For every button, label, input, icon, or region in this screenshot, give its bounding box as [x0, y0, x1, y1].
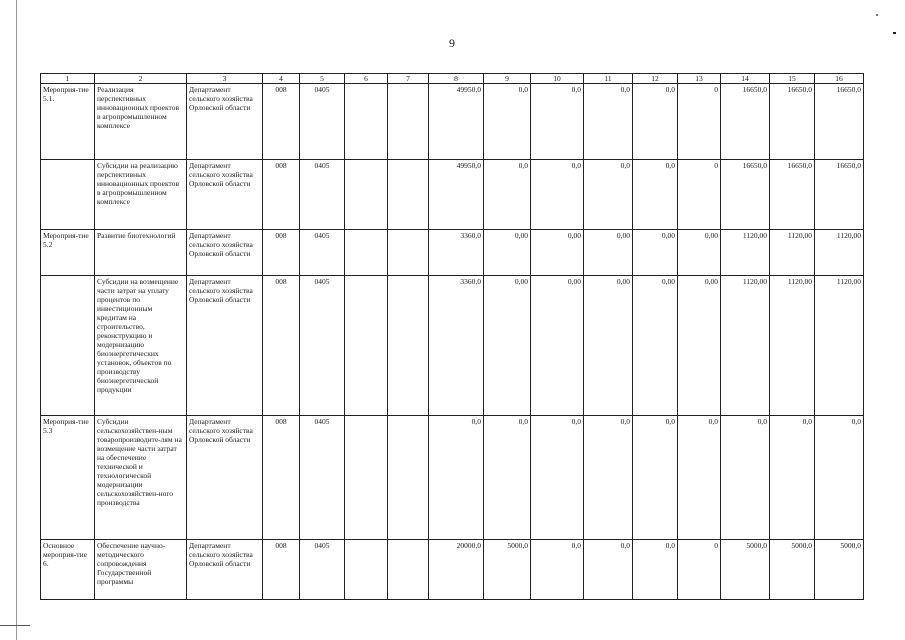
- table-cell-col-3: Департамент сельского хозяйства Орловской области: [187, 540, 263, 600]
- table-cell-col-6: [345, 230, 388, 276]
- table-cell-col-5: 0405: [300, 416, 345, 540]
- table-cell-col-13: 0: [678, 160, 721, 230]
- table-row: [41, 540, 864, 600]
- table-cell-col-4: 008: [263, 540, 300, 600]
- table-cell-col-14: 5000,0: [721, 540, 770, 600]
- table-cell-col-16: 1120,00: [815, 276, 864, 416]
- table-cell-col-7: [388, 230, 429, 276]
- table-cell-col-1: [41, 160, 95, 230]
- table-cell-col-1: Основное мероприя-тие 6.: [41, 540, 95, 600]
- table-cell-col-14: 16650,0: [721, 160, 770, 230]
- table-cell-col-15: 0,0: [770, 416, 815, 540]
- table-cell-col-11: 0,00: [584, 230, 633, 276]
- column-number-row: [41, 74, 864, 84]
- table-cell-col-14: 16650,0: [721, 84, 770, 160]
- table-cell-col-16: 16650,0: [815, 84, 864, 160]
- table-cell-col-7: [388, 540, 429, 600]
- table-cell-col-6: [345, 540, 388, 600]
- table-cell-col-8: 3360,0: [429, 230, 484, 276]
- table-cell-col-15: 1120,00: [770, 276, 815, 416]
- left-margin-mark: [0, 625, 30, 626]
- column-header: 3: [187, 74, 263, 84]
- table-cell-col-2: Развитие биотехнологий: [95, 230, 187, 276]
- table-cell-col-8: 3360,0: [429, 276, 484, 416]
- table-cell-col-14: 0,0: [721, 416, 770, 540]
- table-cell-col-14: 1120,00: [721, 276, 770, 416]
- table-cell-col-6: [345, 416, 388, 540]
- column-header: 7: [388, 74, 429, 84]
- table-cell-col-13: 0: [678, 540, 721, 600]
- table-cell-col-1: Мероприя-тие 5.3: [41, 416, 95, 540]
- table-cell-col-3: Департамент сельского хозяйства Орловской области: [187, 276, 263, 416]
- table-row: [41, 416, 864, 540]
- table-cell-col-11: 0,0: [584, 540, 633, 600]
- table-cell-col-1: [41, 276, 95, 416]
- table-cell-col-4: 008: [263, 84, 300, 160]
- table-cell-col-12: 0,0: [633, 416, 678, 540]
- table-cell-col-15: 1120,00: [770, 230, 815, 276]
- table-cell-col-1: Мероприя-тие 5.2: [41, 230, 95, 276]
- table-cell-col-8: 20000,0: [429, 540, 484, 600]
- table-cell-col-12: 0,0: [633, 84, 678, 160]
- table-cell-col-3: Департамент сельского хозяйства Орловской области: [187, 160, 263, 230]
- table-row: [41, 160, 864, 230]
- table-cell-col-9: 0,00: [484, 230, 531, 276]
- column-header: 9: [484, 74, 531, 84]
- table-cell-col-3: Департамент сельского хозяйства Орловской области: [187, 416, 263, 540]
- table-cell-col-6: [345, 84, 388, 160]
- table-row: [41, 276, 864, 416]
- column-header: 5: [300, 74, 345, 84]
- table-cell-col-10: 0,0: [531, 160, 584, 230]
- table-cell-col-11: 0,00: [584, 276, 633, 416]
- table-cell-col-11: 0,0: [584, 416, 633, 540]
- column-header: 6: [345, 74, 388, 84]
- table-cell-col-10: 0,00: [531, 230, 584, 276]
- table-cell-col-15: 5000,0: [770, 540, 815, 600]
- table-cell-col-5: 0405: [300, 84, 345, 160]
- table-cell-col-2: Субсидии на возмещение части затрат на уплату процентов по инвестиционным кредитам на строительство, реконструкцию и модернизацию биоэнергетических установок, объектов по производству биоэнергетической продукции: [95, 276, 187, 416]
- table-cell-col-8: 0,0: [429, 416, 484, 540]
- table-cell-col-16: 1120,00: [815, 230, 864, 276]
- table-cell-col-11: 0,0: [584, 160, 633, 230]
- table-cell-col-14: 1120,00: [721, 230, 770, 276]
- column-header: 15: [770, 74, 815, 84]
- left-margin-rule: [16, 0, 17, 640]
- table-cell-col-16: 16650,0: [815, 160, 864, 230]
- column-header: 13: [678, 74, 721, 84]
- page-number: 9: [449, 36, 455, 50]
- column-header: 1: [41, 74, 95, 84]
- table-cell-col-12: 0,00: [633, 230, 678, 276]
- column-header: 11: [584, 74, 633, 84]
- table-cell-col-9: 0,00: [484, 276, 531, 416]
- table-row: [41, 84, 864, 160]
- table-cell-col-12: 0,0: [633, 160, 678, 230]
- column-header: 14: [721, 74, 770, 84]
- table-cell-col-16: 0,0: [815, 416, 864, 540]
- table-cell-col-15: 16650,0: [770, 84, 815, 160]
- table-cell-col-9: 0,0: [484, 84, 531, 160]
- table-cell-col-5: 0405: [300, 160, 345, 230]
- table-cell-col-2: Субсидии сельскохозяйствен-ным товаропроизводите-лям на возмещение части затрат на обеспечение технической и технологической модернизации сельскохозяйствен-ного производства: [95, 416, 187, 540]
- scan-artifact: [893, 32, 896, 34]
- column-header: 12: [633, 74, 678, 84]
- table-cell-col-11: 0,0: [584, 84, 633, 160]
- table-cell-col-7: [388, 416, 429, 540]
- table-row: [41, 230, 864, 276]
- column-header: 10: [531, 74, 584, 84]
- table-cell-col-2: Субсидии на реализацию перспективных инновационных проектов в агропромышленном комплексе: [95, 160, 187, 230]
- column-header: 8: [429, 74, 484, 84]
- table-cell-col-12: 0,0: [633, 540, 678, 600]
- table-cell-col-13: 0,0: [678, 416, 721, 540]
- table-cell-col-10: 0,0: [531, 540, 584, 600]
- table-cell-col-13: 0: [678, 84, 721, 160]
- table-cell-col-7: [388, 160, 429, 230]
- column-header: 2: [95, 74, 187, 84]
- table-cell-col-13: 0,00: [678, 230, 721, 276]
- table-cell-col-2: Реализация перспективных инновационных проектов в агропромышленном комплексе: [95, 84, 187, 160]
- table-cell-col-16: 5000,0: [815, 540, 864, 600]
- table-cell-col-10: 0,00: [531, 276, 584, 416]
- table-cell-col-15: 16650,0: [770, 160, 815, 230]
- table-cell-col-12: 0,00: [633, 276, 678, 416]
- table-cell-col-4: 008: [263, 160, 300, 230]
- table-cell-col-3: Департамент сельского хозяйства Орловской области: [187, 84, 263, 160]
- table-cell-col-4: 008: [263, 276, 300, 416]
- table-cell-col-9: 0,0: [484, 160, 531, 230]
- table-cell-col-10: 0,0: [531, 416, 584, 540]
- table-cell-col-7: [388, 276, 429, 416]
- column-header: 16: [815, 74, 864, 84]
- table-cell-col-8: 49950,0: [429, 160, 484, 230]
- table-cell-col-13: 0,00: [678, 276, 721, 416]
- scan-artifact: [876, 14, 878, 16]
- table-cell-col-5: 0405: [300, 540, 345, 600]
- table-cell-col-6: [345, 160, 388, 230]
- table-cell-col-6: [345, 276, 388, 416]
- table-cell-col-1: Мероприя-тие 5.1.: [41, 84, 95, 160]
- table-cell-col-5: 0405: [300, 276, 345, 416]
- table-cell-col-2: Обеспечение научно-методического сопровождения Государственной программы: [95, 540, 187, 600]
- budget-table: [40, 73, 864, 600]
- column-header: 4: [263, 74, 300, 84]
- table-cell-col-9: 5000,0: [484, 540, 531, 600]
- table-cell-col-4: 008: [263, 416, 300, 540]
- table-cell-col-10: 0,0: [531, 84, 584, 160]
- table-cell-col-9: 0,0: [484, 416, 531, 540]
- table-cell-col-4: 008: [263, 230, 300, 276]
- table-cell-col-8: 49950,0: [429, 84, 484, 160]
- table-cell-col-3: Департамент сельского хозяйства Орловской области: [187, 230, 263, 276]
- table-cell-col-7: [388, 84, 429, 160]
- table-cell-col-5: 0405: [300, 230, 345, 276]
